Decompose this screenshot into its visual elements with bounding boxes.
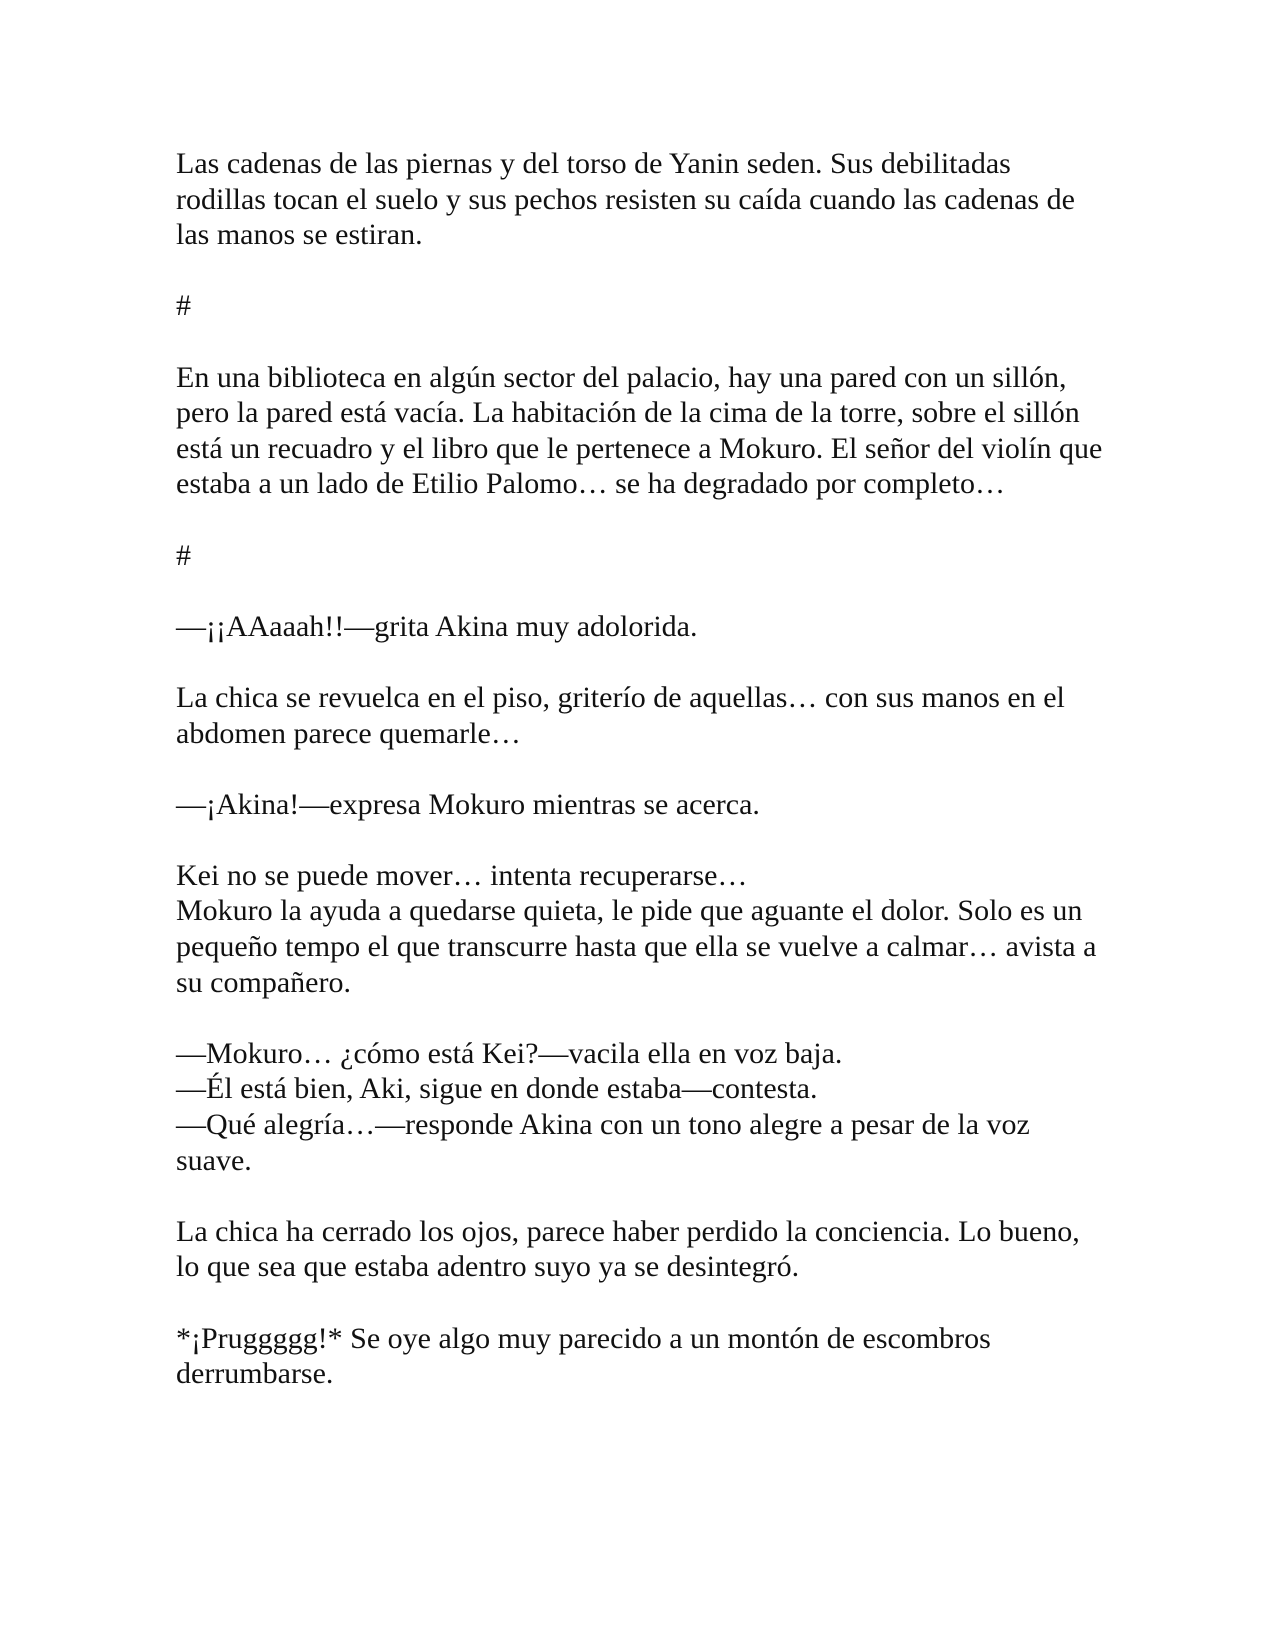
dialogue-line: —Mokuro… ¿cómo está Kei?—vacila ella en voz baja. <box>176 1036 843 1070</box>
scene-break: # <box>176 289 191 323</box>
paragraph: En una biblioteca en algún sector del palacio, hay una pared con un sillón, pero la pared está vacía. La habitación de la cima de la torre, sobre el sillón está un recuadro y el libro que le pertenece a Mokuro. El señor del violín que estaba a un lado de Etilio Palomo… se ha degradado por completo… <box>176 360 1103 501</box>
paragraph: *¡Pruggggg!* Se oye algo muy parecido a un montón de escombros derrumbarse. <box>176 1321 991 1391</box>
paragraph: Las cadenas de las piernas y del torso de Yanin seden. Sus debilitadas rodillas tocan el suelo y sus pechos resisten su caída cuando las cadenas de las manos se estiran. <box>176 147 1075 252</box>
scene-break: # <box>176 538 191 572</box>
document-body <box>176 146 1106 1427</box>
paragraph: Kei no se puede mover… intenta recuperarse… <box>176 858 748 892</box>
dialogue-line: —Qué alegría…—responde Akina con un tono alegre a pesar de la voz suave. <box>176 1108 1030 1177</box>
paragraph: La chica se revuelca en el piso, griterío de aquellas… con sus manos en el abdomen parece quemarle… <box>176 680 1065 750</box>
dialogue-line: —Él está bien, Aki, sigue en donde estaba—contesta. <box>176 1072 818 1106</box>
paragraph: Mokuro la ayuda a quedarse quieta, le pide que aguante el dolor. Solo es un pequeño tempo el que transcurre hasta que ella se vuelve a calmar… avista a su compañero. <box>176 894 1097 999</box>
paragraph: La chica ha cerrado los ojos, parece haber perdido la conciencia. Lo bueno, lo que sea que estaba adentro suyo ya se desintegró. <box>176 1214 1080 1284</box>
dialogue-line: —¡¡AAaaah!!—grita Akina muy adolorida. <box>176 609 698 643</box>
dialogue-line: —¡Akina!—expresa Mokuro mientras se acerca. <box>176 787 760 821</box>
